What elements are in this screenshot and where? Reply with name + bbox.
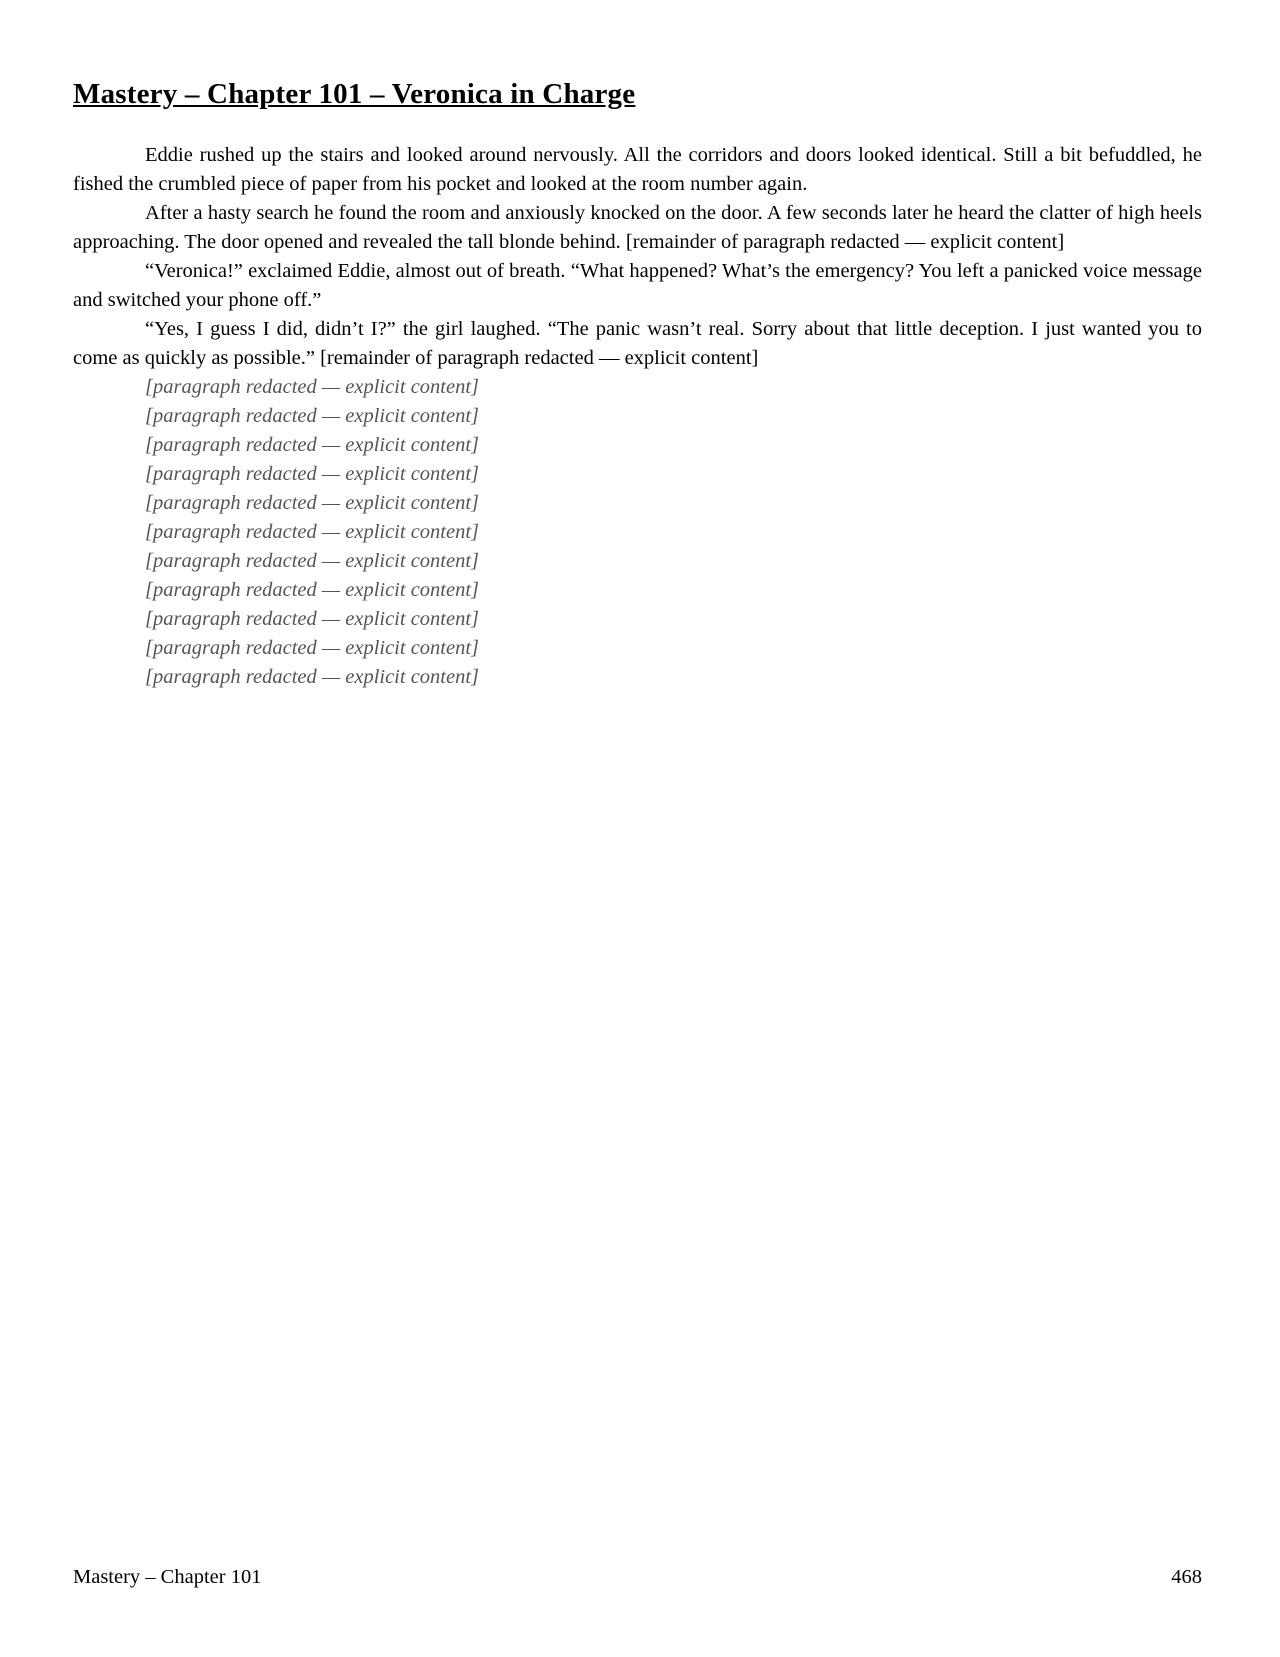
body-paragraph: “Veronica!” exclaimed Eddie, almost out of breath. “What happened? What’s the emergency? You left a panicked voice message and switched your phone off.” bbox=[73, 260, 1202, 311]
body-paragraph: Eddie rushed up the stairs and looked around nervously. All the corridors and doors looked identical. Still a bit befuddled, he fished the crumbled piece of paper from his pocket and looked at the room number again. bbox=[73, 144, 1202, 195]
body-paragraph: [paragraph redacted — explicit content] bbox=[145, 405, 480, 427]
body-paragraph: [paragraph redacted — explicit content] bbox=[145, 637, 480, 659]
body-paragraph: [paragraph redacted — explicit content] bbox=[145, 608, 480, 630]
body-paragraph: [paragraph redacted — explicit content] bbox=[145, 579, 480, 601]
page-title: Mastery – Chapter 101 – Veronica in Charge bbox=[73, 78, 636, 110]
body-paragraph: [paragraph redacted — explicit content] bbox=[145, 550, 480, 572]
body-paragraph: [paragraph redacted — explicit content] bbox=[145, 521, 480, 543]
body-paragraph: “Yes, I guess I did, didn’t I?” the girl laughed. “The panic wasn’t real. Sorry about that little deception. I just wanted you to come as quickly as possible.” [remainder of paragraph redacted — explicit content] bbox=[73, 318, 1202, 369]
page-footer bbox=[73, 1566, 1202, 1589]
body-paragraph: [paragraph redacted — explicit content] bbox=[145, 434, 480, 456]
footer-chapter-label: Mastery – Chapter 101 bbox=[73, 1566, 262, 1588]
footer-page-number: 468 bbox=[1171, 1566, 1202, 1588]
document-body bbox=[73, 141, 1202, 692]
body-paragraph: [paragraph redacted — explicit content] bbox=[145, 376, 480, 398]
body-paragraph: [paragraph redacted — explicit content] bbox=[145, 463, 480, 485]
body-paragraph: [paragraph redacted — explicit content] bbox=[145, 666, 480, 688]
body-paragraph: After a hasty search he found the room and anxiously knocked on the door. A few seconds later he heard the clatter of high heels approaching. The door opened and revealed the tall blonde behind. [remainder of paragraph redacted — explicit content] bbox=[73, 202, 1202, 253]
body-paragraph: [paragraph redacted — explicit content] bbox=[145, 492, 480, 514]
